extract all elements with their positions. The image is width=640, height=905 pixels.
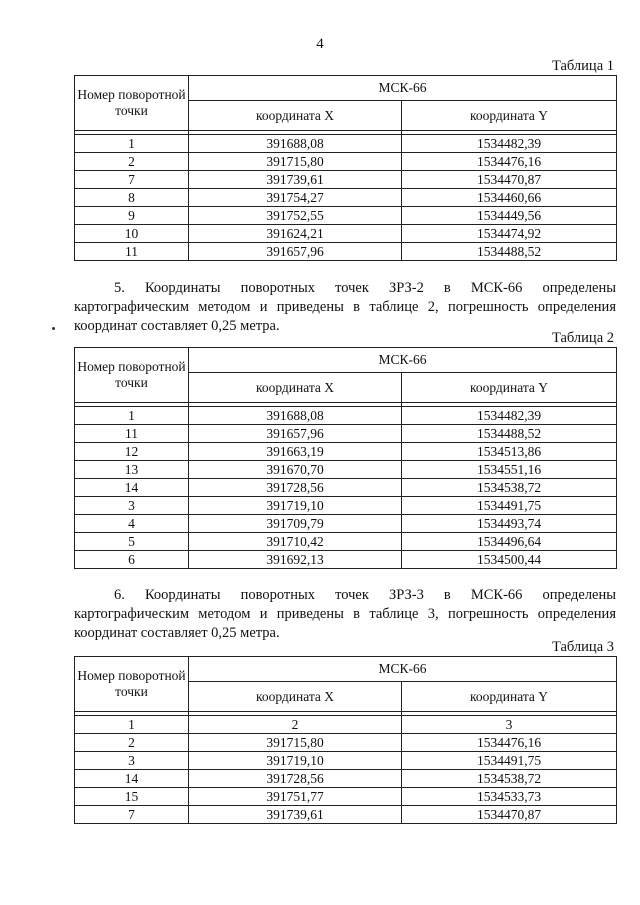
- cell-coordinate-y: 1534538,72: [402, 770, 617, 788]
- table-row: [75, 716, 617, 734]
- cell-coordinate-x: 391709,79: [189, 515, 402, 533]
- header-coordinate-x: координата X: [189, 101, 402, 131]
- cell-coordinate-y: 1534488,52: [402, 243, 617, 261]
- cell-coordinate-x: 391754,27: [189, 189, 402, 207]
- header-point-number: Номер поворотной точки: [75, 76, 189, 131]
- cell-coordinate-x: 391715,80: [189, 734, 402, 752]
- header-coordinate-system: МСК-66: [189, 76, 617, 101]
- cell-coordinate-x: 391670,70: [189, 461, 402, 479]
- table-row: [75, 443, 617, 461]
- table-row: [75, 207, 617, 225]
- header-coordinate-y: координата Y: [402, 101, 617, 131]
- cell-coordinate-x: 391728,56: [189, 479, 402, 497]
- cell-coordinate-x: 391692,13: [189, 551, 402, 569]
- paragraph-5: [74, 279, 616, 336]
- cell-coordinate-y: 1534551,16: [402, 461, 617, 479]
- cell-point-number: 1: [75, 135, 189, 153]
- cell-coordinate-x: 391752,55: [189, 207, 402, 225]
- cell-coordinate-y: 1534493,74: [402, 515, 617, 533]
- paragraph-5-text: 5. Координаты поворотных точек ЗРЗ-2 в МСК-66 определены картографическим методом и приведены в таблице 2, погрешность определения координат составляет 0,25 метра.: [74, 280, 616, 334]
- cell-point-number: 1: [75, 716, 189, 734]
- cell-point-number: 5: [75, 533, 189, 551]
- cell-coordinate-x: 391657,96: [189, 243, 402, 261]
- cell-coordinate-y: 1534470,87: [402, 806, 617, 824]
- table-row: [75, 153, 617, 171]
- table-row: [75, 752, 617, 770]
- cell-coordinate-y: 3: [402, 716, 617, 734]
- cell-point-number: 11: [75, 425, 189, 443]
- cell-coordinate-x: 391728,56: [189, 770, 402, 788]
- coordinates-table-1: [74, 75, 617, 261]
- cell-point-number: 10: [75, 225, 189, 243]
- header-point-number: Номер поворотной точки: [75, 348, 189, 403]
- header-coordinate-system: МСК-66: [189, 657, 617, 682]
- table-row: [75, 497, 617, 515]
- table-row: [75, 225, 617, 243]
- cell-point-number: 8: [75, 189, 189, 207]
- cell-coordinate-x: 391715,80: [189, 153, 402, 171]
- cell-coordinate-y: 1534470,87: [402, 171, 617, 189]
- table-row: [75, 788, 617, 806]
- cell-coordinate-x: 391624,21: [189, 225, 402, 243]
- table-row: [75, 551, 617, 569]
- cell-coordinate-x: 391663,19: [189, 443, 402, 461]
- cell-coordinate-y: 1534460,66: [402, 189, 617, 207]
- cell-coordinate-x: 391739,61: [189, 806, 402, 824]
- cell-coordinate-x: 391657,96: [189, 425, 402, 443]
- table-row: [75, 171, 617, 189]
- header-coordinate-system: МСК-66: [189, 348, 617, 373]
- cell-coordinate-y: 1534449,56: [402, 207, 617, 225]
- page-number: 4: [316, 36, 324, 52]
- cell-point-number: 13: [75, 461, 189, 479]
- cell-coordinate-y: 1534491,75: [402, 752, 617, 770]
- cell-coordinate-y: 1534513,86: [402, 443, 617, 461]
- cell-coordinate-y: 1534496,64: [402, 533, 617, 551]
- cell-point-number: 14: [75, 479, 189, 497]
- cell-point-number: 2: [75, 734, 189, 752]
- table-row: [75, 407, 617, 425]
- table-3-caption: Таблица 3: [551, 639, 614, 655]
- paragraph-6: [74, 586, 616, 643]
- cell-coordinate-x: 391710,42: [189, 533, 402, 551]
- table-row: [75, 734, 617, 752]
- table-row: [75, 425, 617, 443]
- scan-speck: [52, 327, 55, 330]
- cell-coordinate-x: 2: [189, 716, 402, 734]
- header-coordinate-y: координата Y: [402, 682, 617, 712]
- coordinates-table-2: [74, 347, 617, 569]
- table-2-caption: Таблица 2: [551, 330, 614, 346]
- paragraph-6-text: 6. Координаты поворотных точек ЗРЗ-3 в МСК-66 определены картографическим методом и приведены в таблице 3, погрешность определения координат составляет 0,25 метра.: [74, 587, 616, 641]
- cell-point-number: 15: [75, 788, 189, 806]
- cell-coordinate-y: 1534491,75: [402, 497, 617, 515]
- cell-coordinate-y: 1534482,39: [402, 135, 617, 153]
- table-row: [75, 806, 617, 824]
- cell-point-number: 4: [75, 515, 189, 533]
- table-row: [75, 135, 617, 153]
- cell-point-number: 9: [75, 207, 189, 225]
- table-row: [75, 189, 617, 207]
- header-coordinate-x: координата X: [189, 373, 402, 403]
- cell-point-number: 11: [75, 243, 189, 261]
- cell-coordinate-x: 391739,61: [189, 171, 402, 189]
- table-row: [75, 533, 617, 551]
- table-row: [75, 243, 617, 261]
- cell-point-number: 7: [75, 171, 189, 189]
- header-coordinate-x: координата X: [189, 682, 402, 712]
- cell-point-number: 14: [75, 770, 189, 788]
- cell-point-number: 7: [75, 806, 189, 824]
- cell-coordinate-y: 1534482,39: [402, 407, 617, 425]
- coordinates-table-3: [74, 656, 617, 824]
- cell-coordinate-y: 1534533,73: [402, 788, 617, 806]
- table-row: [75, 479, 617, 497]
- cell-point-number: 2: [75, 153, 189, 171]
- table-row: [75, 461, 617, 479]
- cell-point-number: 12: [75, 443, 189, 461]
- header-point-number: Номер поворотной точки: [75, 657, 189, 712]
- table-row: [75, 515, 617, 533]
- cell-coordinate-y: 1534476,16: [402, 734, 617, 752]
- cell-point-number: 3: [75, 752, 189, 770]
- cell-coordinate-x: 391719,10: [189, 752, 402, 770]
- cell-point-number: 6: [75, 551, 189, 569]
- table-row: [75, 770, 617, 788]
- table-1-caption: Таблица 1: [551, 58, 614, 74]
- cell-coordinate-y: 1534500,44: [402, 551, 617, 569]
- cell-coordinate-y: 1534474,92: [402, 225, 617, 243]
- cell-coordinate-x: 391751,77: [189, 788, 402, 806]
- cell-coordinate-x: 391688,08: [189, 135, 402, 153]
- cell-coordinate-y: 1534488,52: [402, 425, 617, 443]
- cell-coordinate-x: 391688,08: [189, 407, 402, 425]
- cell-point-number: 1: [75, 407, 189, 425]
- cell-point-number: 3: [75, 497, 189, 515]
- cell-coordinate-y: 1534476,16: [402, 153, 617, 171]
- cell-coordinate-x: 391719,10: [189, 497, 402, 515]
- cell-coordinate-y: 1534538,72: [402, 479, 617, 497]
- header-coordinate-y: координата Y: [402, 373, 617, 403]
